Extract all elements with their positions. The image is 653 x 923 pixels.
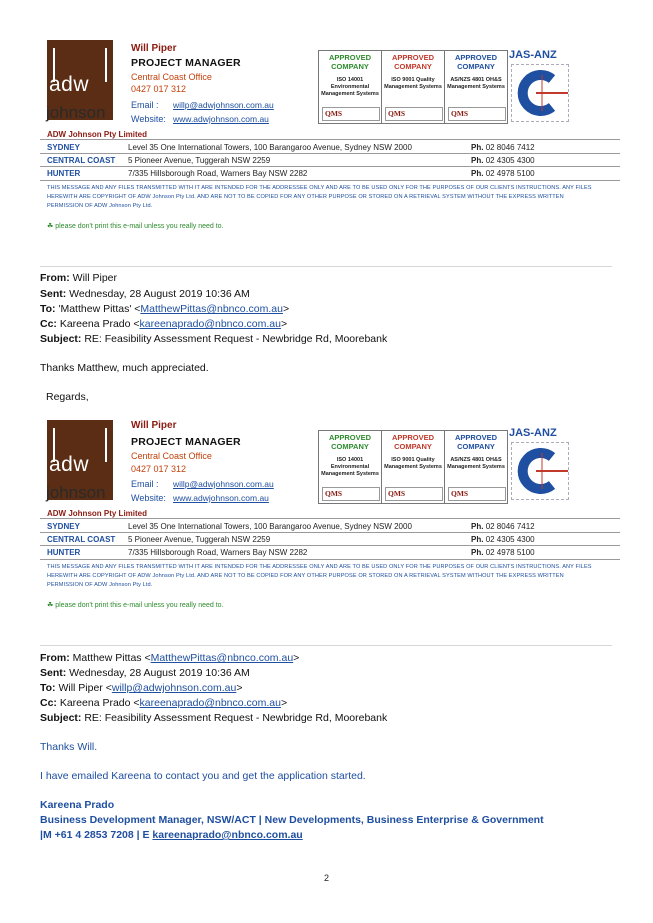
logo-subtext: johnson bbox=[46, 103, 106, 122]
sig-phone: 0427 017 312 bbox=[131, 464, 187, 474]
email1-to: To: 'Matthew Pittas' <MatthewPittas@nbnco.com.au> bbox=[40, 303, 290, 315]
email2-to-link[interactable]: willp@adwjohnson.com.au bbox=[111, 682, 237, 694]
sig-title: PROJECT MANAGER bbox=[131, 436, 241, 448]
sig-name: Will Piper bbox=[131, 43, 177, 54]
office-hunter: HUNTER bbox=[47, 169, 81, 178]
sig-office: Central Coast Office bbox=[131, 451, 212, 461]
email1-subject: Subject: RE: Feasibility Assessment Request - Newbridge Rd, Moorebank bbox=[40, 333, 388, 345]
print-note: ☘ please don't print this e-mail unless you really need to. bbox=[47, 223, 224, 230]
print-note: ☘ please don't print this e-mail unless you really need to. bbox=[47, 602, 224, 609]
email2-to: To: Will Piper <willp@adwjohnson.com.au> bbox=[40, 682, 243, 694]
disclaimer: THIS MESSAGE AND ANY FILES TRANSMITTED WITH IT ARE INTENDED FOR THE ADDRESSEE ONLY AND ARE TO BE USED ONLY FOR THE PURPOSES OF OUR CLIENTS INSTRUCTIONS. ANY FILES HEREWITH ARE COPYRIGHT OF ADW Johnson Pty Ltd. AND ARE NOT TO BE COPIED FOR ANY OTHER PURPOSE OR STORED ON A RETRIEVAL SYSTEM WITHOUT THE EXPRESS WRITTEN PERMISSION OF ADW Johnson Pty Ltd. bbox=[47, 564, 592, 588]
email2-cc: Cc: Kareena Prado <kareenaprado@nbnco.com.au> bbox=[40, 697, 288, 709]
sig-website-label: Website: bbox=[131, 114, 166, 124]
signature-block-2: adw johnson Will Piper PROJECT MANAGER Central Coast Office 0427 017 312 Email : willp@adwjohnson.com.au Website: www.adwjohnson.com.au APPROVED COMPANY ISO 14001 Environmental Management Systems QMS APPROVED COMPANY ISO 9001 Quality Management Systems QMS APPROVED COMPANY AS/NZS 4801 OH&S Management Systems QMS JAS-ANZ ADW Johnson Pty Limited SYDNEY Level 35 One International Towers, 100 Barangaroo Avenue, Sydney NSW 2000 Ph. 02 8046 7412 CENTRAL COAST 5 Pioneer Avenue, Tuggerah NSW 2259 Ph. 02 4305 4300 HUNTER 7/335 Hillsborough Road, Warners Bay NSW 2282 Ph. 02 4978 5100 THIS MESSAGE AND ANY FILES TRANSMITTED WITH IT ARE INTENDED FOR THE ADDRESSEE ONLY AND ARE TO BE USED ONLY FOR THE PURPOSES OF OUR CLIENTS INSTRUCTIONS. ANY FILES HEREWITH ARE COPYRIGHT OF ADW Johnson Pty Ltd. AND ARE NOT TO BE COPIED FOR ANY OTHER PURPOSE OR STORED ON A RETRIEVAL SYSTEM WITHOUT THE EXPRESS WRITTEN PERMISSION OF ADW Johnson Pty Ltd. ☘ please don't print this e-mail unless you really need to. bbox=[0, 380, 653, 620]
email1-cc-link[interactable]: kareenaprado@nbnco.com.au bbox=[139, 318, 281, 330]
company-name: ADW Johnson Pty Limited bbox=[47, 130, 147, 139]
email1-sent: Sent: Wednesday, 28 August 2019 10:36 AM bbox=[40, 288, 250, 300]
signature-block-1: adw johnson Will Piper PROJECT MANAGER Central Coast Office 0427 017 312 Email : willp@adwjohnson.com.au Website: www.adwjohnson.com.au APPROVED COMPANY ISO 14001 Environmental Management Systems QMS APPROVED COMPANY ISO 9001 Quality Management Systems QMS APPROVED COMPANY AS/NZS 4801 OH&S Management Systems QMS JAS-ANZ ADW Johnson Pty Limited SYDNEY Level 35 One International Towers, 100 Barangaroo Avenue, Sydney NSW 2000 Ph. 02 8046 7412 CENTRAL COAST 5 Pioneer Avenue, Tuggerah NSW 2259 Ph. 02 4305 4300 HUNTER 7/335 Hillsborough Road, Warners Bay NSW 2282 Ph. 02 4978 5100 THIS MESSAGE AND ANY FILES TRANSMITTED WITH IT ARE INTENDED FOR THE ADDRESSEE ONLY AND ARE TO BE USED ONLY FOR THE PURPOSES OF OUR CLIENTS INSTRUCTIONS. ANY FILES HEREWITH ARE COPYRIGHT OF ADW Johnson Pty Ltd. AND ARE NOT TO BE COPIED FOR ANY OTHER PURPOSE OR STORED ON A RETRIEVAL SYSTEM WITHOUT THE EXPRESS WRITTEN PERMISSION OF ADW Johnson Pty Ltd. ☘ please don't print this e-mail unless you really need to. bbox=[0, 0, 653, 240]
sig-website-label: Website: bbox=[131, 493, 166, 503]
badge-asnzs4801: APPROVED COMPANY AS/NZS 4801 OH&S Management Systems QMS bbox=[444, 50, 508, 124]
office-central-coast: CENTRAL COAST bbox=[47, 535, 116, 544]
kareena-sig-name: Kareena Prado bbox=[40, 799, 115, 811]
sig-email-link[interactable]: willp@adwjohnson.com.au bbox=[173, 479, 274, 489]
sig-email-label: Email : bbox=[131, 479, 159, 489]
disclaimer: THIS MESSAGE AND ANY FILES TRANSMITTED WITH IT ARE INTENDED FOR THE ADDRESSEE ONLY AND ARE TO BE USED ONLY FOR THE PURPOSES OF OUR CLIENTS INSTRUCTIONS. ANY FILES HEREWITH ARE COPYRIGHT OF ADW Johnson Pty Ltd. AND ARE NOT TO BE COPIED FOR ANY OTHER PURPOSE OR STORED ON A RETRIEVAL SYSTEM WITHOUT THE EXPRESS WRITTEN PERMISSION OF ADW Johnson Pty Ltd. bbox=[47, 185, 592, 209]
jas-anz-label: JAS-ANZ bbox=[509, 49, 557, 61]
email2-body2: I have emailed Kareena to contact you and get the application started. bbox=[40, 770, 366, 782]
email2-from-link[interactable]: MatthewPittas@nbnco.com.au bbox=[150, 652, 294, 664]
email2-cc-link[interactable]: kareenaprado@nbnco.com.au bbox=[139, 697, 281, 709]
email1-regards: Regards, bbox=[46, 391, 89, 403]
leaf-icon: ☘ bbox=[47, 602, 54, 609]
jas-anz-logo bbox=[511, 442, 569, 500]
badge-iso14001: APPROVED COMPANY ISO 14001 Environmental Management Systems QMS bbox=[318, 430, 382, 504]
office-sydney: SYDNEY bbox=[47, 522, 80, 531]
badge-iso9001: APPROVED COMPANY ISO 9001 Quality Management Systems QMS bbox=[381, 430, 445, 504]
kareena-email-link[interactable]: kareenaprado@nbnco.com.au bbox=[152, 829, 303, 841]
email1-from: From: Will Piper bbox=[40, 272, 118, 284]
email2-body1: Thanks Will. bbox=[40, 741, 98, 753]
badge-iso14001: APPROVED COMPANY ISO 14001 Environmental Management Systems QMS bbox=[318, 50, 382, 124]
email1-cc: Cc: Kareena Prado <kareenaprado@nbnco.com.au> bbox=[40, 318, 288, 330]
kareena-sig-contact: |M +61 4 2853 7208 | E kareenaprado@nbnco.com.au bbox=[40, 829, 303, 841]
jas-anz-logo bbox=[511, 64, 569, 122]
email1-body: Thanks Matthew, much appreciated. bbox=[40, 362, 209, 374]
logo-text: adw bbox=[49, 453, 90, 476]
sig-website-link[interactable]: www.adwjohnson.com.au bbox=[173, 493, 269, 503]
email2-from: From: Matthew Pittas <MatthewPittas@nbnco.com.au> bbox=[40, 652, 300, 664]
kareena-sig-title: Business Development Manager, NSW/ACT | New Developments, Business Enterprise & Government bbox=[40, 814, 544, 826]
company-name: ADW Johnson Pty Limited bbox=[47, 509, 147, 518]
sig-name: Will Piper bbox=[131, 420, 177, 431]
jas-anz-label: JAS-ANZ bbox=[509, 427, 557, 439]
office-central-coast: CENTRAL COAST bbox=[47, 156, 116, 165]
sig-phone: 0427 017 312 bbox=[131, 84, 187, 94]
sig-website-link[interactable]: www.adwjohnson.com.au bbox=[173, 114, 269, 124]
badge-iso9001: APPROVED COMPANY ISO 9001 Quality Management Systems QMS bbox=[381, 50, 445, 124]
leaf-icon: ☘ bbox=[47, 223, 54, 230]
badge-asnzs4801: APPROVED COMPANY AS/NZS 4801 OH&S Management Systems QMS bbox=[444, 430, 508, 504]
email2-sent: Sent: Wednesday, 28 August 2019 10:36 AM bbox=[40, 667, 250, 679]
sig-title: PROJECT MANAGER bbox=[131, 57, 241, 69]
logo-subtext: johnson bbox=[46, 483, 106, 502]
office-sydney: SYDNEY bbox=[47, 143, 80, 152]
page-number: 2 bbox=[323, 873, 329, 883]
logo-text: adw bbox=[49, 73, 90, 96]
email2-subject: Subject: RE: Feasibility Assessment Request - Newbridge Rd, Moorebank bbox=[40, 712, 388, 724]
office-hunter: HUNTER bbox=[47, 548, 81, 557]
sig-office: Central Coast Office bbox=[131, 72, 212, 82]
email1-to-link[interactable]: MatthewPittas@nbnco.com.au bbox=[140, 303, 283, 315]
sig-email-label: Email : bbox=[131, 100, 159, 110]
sig-email-link[interactable]: willp@adwjohnson.com.au bbox=[173, 100, 274, 110]
